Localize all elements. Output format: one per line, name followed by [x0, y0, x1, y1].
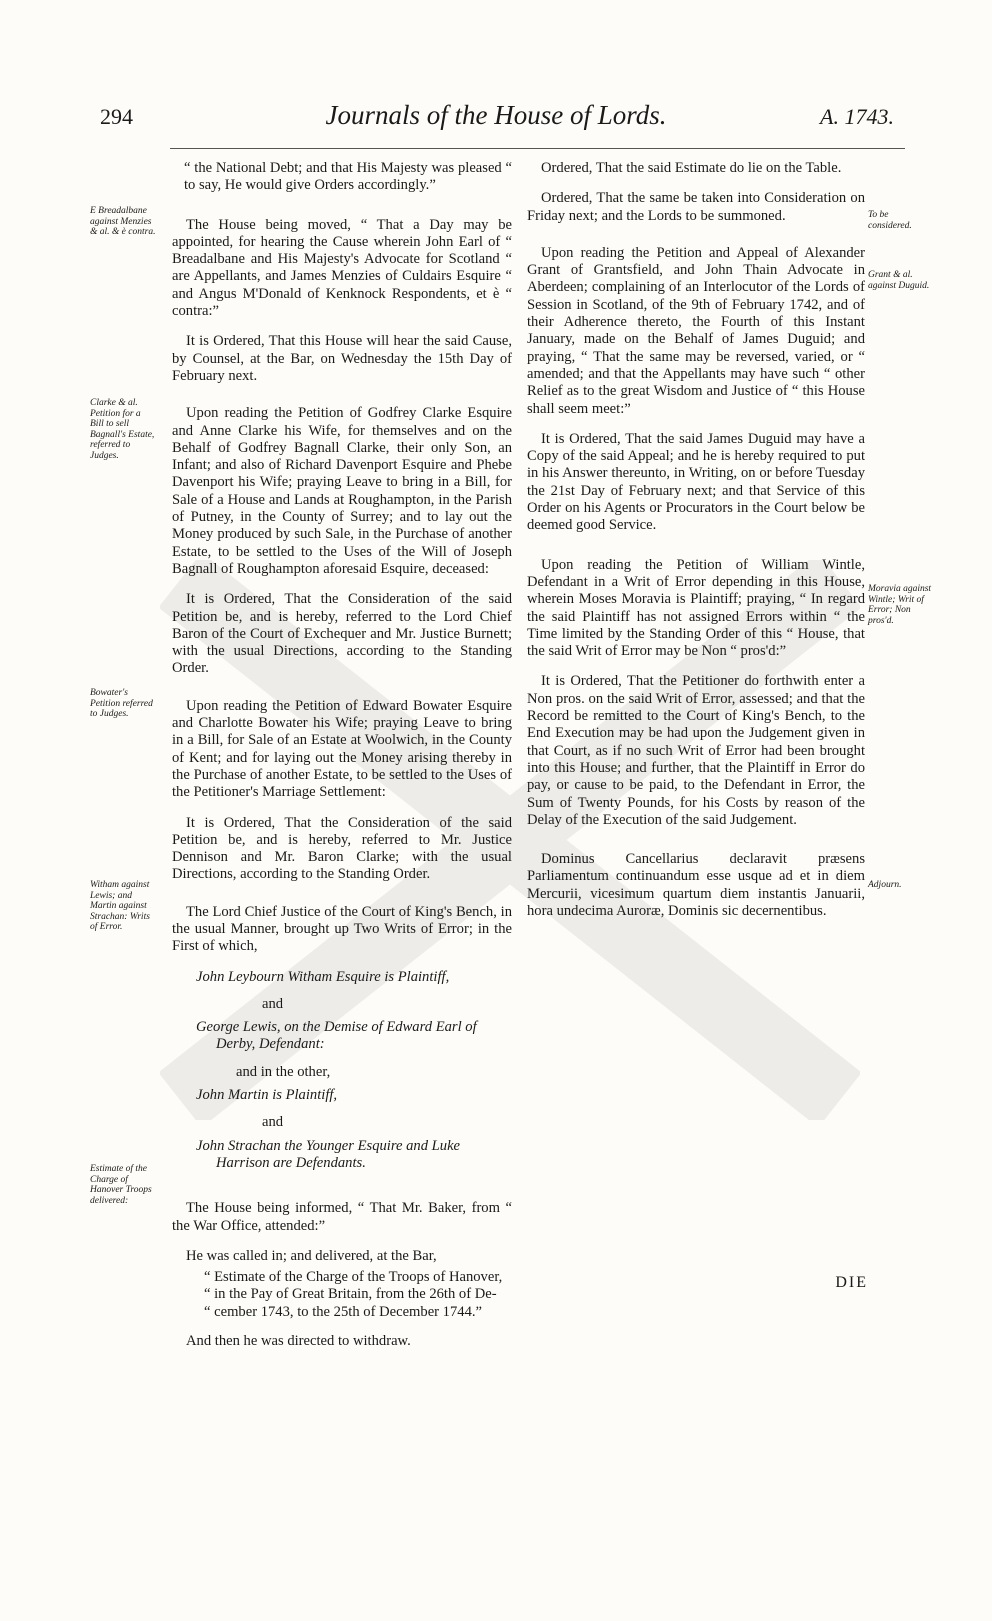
- writ-line: Derby, Defendant:: [216, 1036, 325, 1053]
- paragraph: “ the National Debt; and that His Majesty was pleased “ to say, He would give Orders accordingly.”: [184, 160, 512, 194]
- margin-note: Grant & al. against Duguid.: [868, 270, 930, 291]
- running-title: Journals of the House of Lords.: [325, 100, 667, 130]
- paragraph: He was called in; and delivered, at the Bar,: [186, 1247, 437, 1264]
- margin-note: Estimate of the Charge of Hanover Troops delivered:: [90, 1164, 152, 1206]
- header-rule: [170, 148, 905, 149]
- margin-note: Adjourn.: [868, 880, 902, 890]
- margin-note: E Breadalbane against Menzies & al. & è contra.: [90, 206, 156, 238]
- paragraph: Ordered, That the said Estimate do lie on the Table.: [541, 160, 842, 176]
- paragraph: Dominus Cancellarius declaravit præsens Parliamentum continuandum esse usque ad et in diem Mercurii, vicesimum quartum diem instantis Januarii, hora undecima Auroræ, Dominis sic decernentibus.: [527, 851, 865, 919]
- paragraph: It is Ordered, That the Consideration of the said Petition be, and is hereby, referred to the Lord Chief Baron of the Court of Exchequer and Mr. Justice Burnett; with the usual Directions, according to the Standing Order.: [172, 591, 512, 677]
- margin-note: Clarke & al. Petition for a Bill to sell Bagnall's Estate, referred to Judges.: [90, 398, 155, 461]
- paragraph: The House being informed, “ That Mr. Baker, from “ the War Office, attended:”: [172, 1200, 512, 1234]
- writ-list: [172, 969, 512, 1173]
- paragraph: Upon reading the Petition of Edward Bowater Esquire and Charlotte Bowater his Wife; praying Leave to bring in a Bill, for Sale of an Estate at Woolwich, in the County of Kent; and for laying out the Money arising thereby in the Purchase of another Estate, to be settled to the Uses of the Petitioner's Marriage Settlement:: [172, 697, 512, 801]
- writ-line: and: [262, 995, 284, 1012]
- page-number: 294: [100, 104, 133, 129]
- year-label: A. 1743.: [820, 104, 894, 129]
- writ-line: and in the other,: [236, 1063, 331, 1080]
- paragraph: It is Ordered, That the said James Duguid may have a Copy of the said Appeal; and he is hereby required to put in his Answer thereunto, in Writing, on or before Tuesday the 21st Day of February next; and that Service of this Order on his Agents or Procurators in the Court below be deemed good Service.: [527, 430, 865, 534]
- estimate-quote: [172, 1269, 512, 1321]
- writ-line: John Leybourn Witham Esquire is Plaintiff,: [196, 968, 450, 985]
- writ-line: George Lewis, on the Demise of Edward Earl of: [196, 1019, 477, 1036]
- writ-line: John Martin is Plaintiff,: [196, 1087, 338, 1104]
- paragraph: Ordered, That the same be taken into Consideration on Friday next; and the Lords to be summoned.: [527, 190, 865, 224]
- margin-note: Bowater's Petition referred to Judges.: [90, 688, 153, 720]
- paragraph: And then he was directed to withdraw.: [186, 1333, 411, 1350]
- margin-note: Witham against Lewis; and Martin against Strachan: Writs of Error.: [90, 880, 150, 933]
- paragraph: It is Ordered, That the Consideration of the said Petition be, and is hereby, referred to Mr. Justice Dennison and Mr. Baron Clarke; with the usual Directions, according to the Standing Order.: [172, 814, 512, 883]
- paragraph: Upon reading the Petition and Appeal of Alexander Grant of Grantsfield, and John Thain Advocate in Aberdeen; complaining of an Interlocutor of the Lords of Session in Scotland, of the 9th of February 1742, and of their Adherence thereto, the Fourth of this Instant January, made on the Behalf of James Duguid; and praying, “ That the same may be reversed, varied, or “ amended; and that the Appellants may have such “ other Relief as to the great Wisdom and Justice of “ this House shall seem meet:”: [527, 244, 865, 417]
- estimate-line: “ Estimate of the Charge of the Troops of Hanover,: [204, 1269, 503, 1286]
- estimate-line: “ cember 1743, to the 25th of December 1744.”: [204, 1303, 482, 1320]
- paragraph: It is Ordered, That this House will hear the said Cause, by Counsel, at the Bar, on Wednesday the 15th Day of February next.: [172, 333, 512, 384]
- catchword: DIE: [835, 1274, 868, 1291]
- estimate-line: “ in the Pay of Great Britain, from the 26th of De-: [204, 1286, 497, 1303]
- margin-note: Moravia against Wintle; Writ of Error; Non pros'd.: [868, 584, 932, 626]
- writ-line: Harrison are Defendants.: [216, 1154, 366, 1171]
- paragraph: It is Ordered, That the Petitioner do forthwith enter a Non pros. on the said Writ of Error, assessed; and that the Record be remitted to the Court of King's Bench, to the End Execution may be had upon the Judgement given in that Court, as if no such Writ of Error had been brought into this House; and further, that the Plaintiff in Error do pay, or cause to be paid, to the Defendant in Error, the Sum of Twenty Pounds, for his Costs by reason of the Delay of the Execution of the said Judgement.: [527, 673, 865, 828]
- paragraph: Upon reading the Petition of William Wintle, Defendant in a Writ of Error depending in this House, wherein Moses Moravia is Plaintiff; praying, “ In regard the said Plaintiff has not assigned Errors within “ the Time limited by the Standing Order of this “ House, that the said Writ of Error may be Non “ pros'd:”: [527, 556, 865, 660]
- left-column: [172, 160, 512, 1363]
- writ-line: John Strachan the Younger Esquire and Luke: [196, 1137, 461, 1154]
- paragraph: The House being moved, “ That a Day may be appointed, for hearing the Cause wherein John Earl of “ Breadalbane and His Majesty's Advocate for Scotland “ are Appellants, and James Menzies of Culdairs Esquire “ and Angus M'Donald of Kenknock Respondents, et è “ contra:”: [172, 216, 512, 320]
- right-column: [527, 160, 865, 933]
- paragraph: Upon reading the Petition of Godfrey Clarke Esquire and Anne Clarke his Wife, for themselves and on the Behalf of Godfrey Bagnall Clarke, their only Son, an Infant; and also of Richard Davenport Esquire and Phebe Davenport his Wife; praying Leave to bring in a Bill, for Sale of a House and Lands at Roughampton, in the Parish of Putney, in the County of Surrey; and to lay out the Money produced by such Sale, in the Purchase of another Estate, to be settled to the Uses of the Will of Joseph Bagnall of Roughampton aforesaid Esquire, deceased:: [172, 405, 512, 577]
- writ-line: and: [262, 1114, 284, 1131]
- margin-note: To be considered.: [868, 210, 912, 231]
- page-header: [0, 100, 992, 144]
- paragraph: The Lord Chief Justice of the Court of King's Bench, in the usual Manner, brought up Two Writs of Error; in the First of which,: [172, 903, 512, 955]
